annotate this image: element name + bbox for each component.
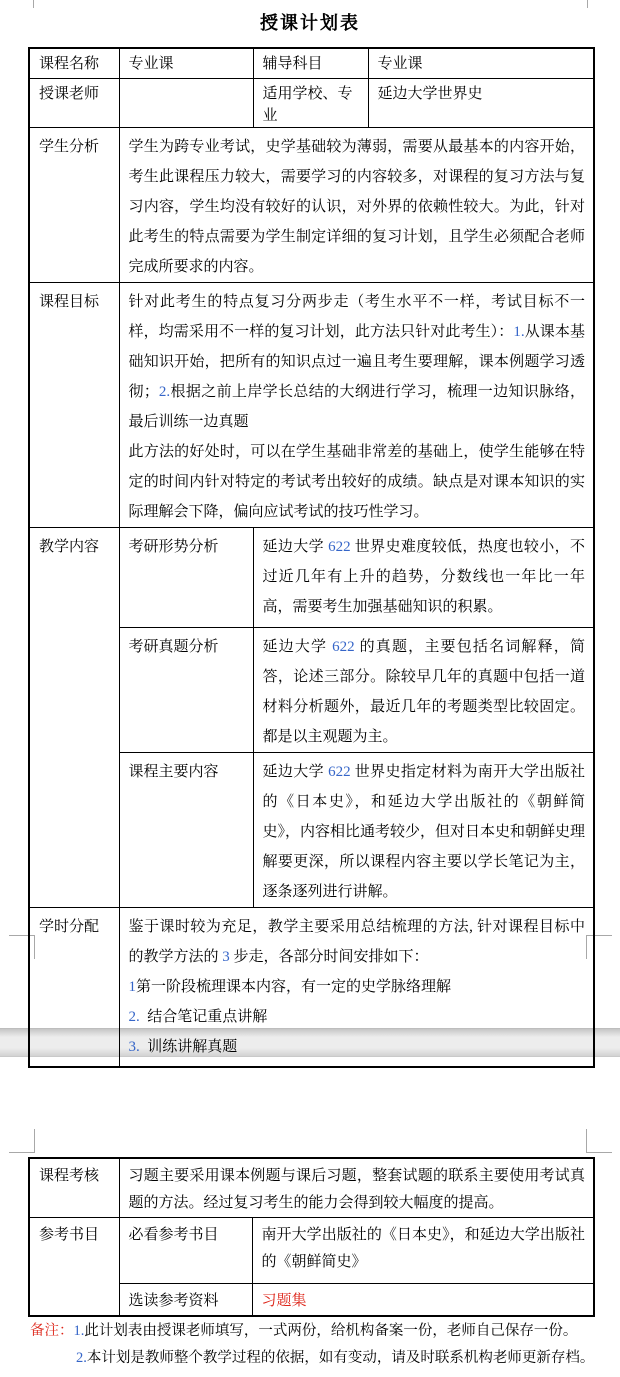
cell-required-refs-label: 必看参考书目 — [119, 1218, 252, 1284]
teaching-plan-table — [28, 47, 595, 1068]
table-row — [29, 527, 594, 627]
cell-assessment-label: 课程考核 — [29, 1158, 119, 1218]
cell-optional-refs-text: 习题集 — [252, 1284, 594, 1317]
note-line-1: 备注：1.此计划表由授课老师填写，一式两份，给机构备案一份，老师自己保存一份。 — [30, 1323, 578, 1339]
cell-exam-situation-label: 考研形势分析 — [119, 527, 253, 627]
hours-item-1: 1第一阶段梳理课本内容，有一定的史学脉络理解 — [128, 978, 452, 995]
notes-block — [30, 1318, 608, 1372]
cell-teacher-value — [119, 78, 253, 127]
cell-hours-label: 学时分配 — [29, 907, 119, 1067]
page1-top-right-margin-mark — [587, 0, 588, 8]
cell-course-goal-text — [119, 282, 594, 527]
page-title: 授课计划表 — [260, 13, 360, 33]
course-goal-paragraph-2: 此方法的好处时，可以在学生基础非常差的基础上，使学生能够在特定的时间内针对特定的考试考出较好的成绩。缺点是对课本知识的实际理解会下降，偏向应试考试的技巧性学习。 — [128, 443, 585, 520]
table-row — [29, 282, 594, 527]
table-row — [29, 1218, 594, 1284]
table-row — [29, 78, 594, 127]
teaching-plan-table-continued — [28, 1157, 595, 1317]
cell-main-content-text: 延边大学 622 世界史指定材料为南开大学出版社的《日本史》，和延边大学出版社的《朝鲜简史》，内容相比通考较少，但对日本史和朝鲜史理解要更深，所以课程内容主要以学长笔记为主，逐条逐列进行讲解。 — [253, 752, 594, 907]
cell-course-name-label: 课程名称 — [29, 48, 119, 78]
cell-past-papers-text: 延边大学 622 的真题，主要包括名词解释，简答，论述三部分。除较早几年的真题中包括一道材料分析题外，最近几年的考题类型比较固定。都是以主观题为主。 — [253, 627, 594, 752]
cell-hours-text — [119, 907, 594, 1067]
cell-teaching-content-label: 教学内容 — [29, 527, 119, 907]
cell-school-value: 延边大学世界史 — [368, 78, 594, 127]
cell-references-label: 参考书目 — [29, 1218, 119, 1317]
cell-assessment-text: 习题主要采用课本例题与课后习题，整套试题的联系主要使用考试真题的方法。经过复习考生的能力会得到较大幅度的提高。 — [119, 1158, 594, 1218]
cell-student-analysis-label: 学生分析 — [29, 127, 119, 282]
table-row — [29, 127, 594, 282]
cell-teacher-label: 授课老师 — [29, 78, 119, 127]
cell-course-name-value: 专业课 — [119, 48, 253, 78]
table-row — [29, 907, 594, 1067]
page2-top-left-margin-mark — [9, 1129, 35, 1153]
cell-main-content-label: 课程主要内容 — [119, 752, 253, 907]
cell-past-papers-label: 考研真题分析 — [119, 627, 253, 752]
page2-top-right-margin-mark — [586, 1129, 612, 1153]
table-row — [29, 1158, 594, 1218]
hours-intro: 鉴于课时较为充足，教学主要采用总结梳理的方法, 针对课程目标中的教学方法的 3 步走，各部分时间安排如下： — [128, 918, 585, 965]
cell-required-refs-text: 南开大学出版社的《日本史》，和延边大学出版社的《朝鲜简史》 — [252, 1218, 594, 1284]
cell-school-label: 适用学校、专业 — [253, 78, 368, 127]
cell-subject-value: 专业课 — [368, 48, 594, 78]
course-goal-paragraph-1: 针对此考生的特点复习分两步走（考生水平不一样，考试目标不一样，均需采用不一样的复习计划，此方法只针对此考生）：1.从课本基础知识开始，把所有的知识点过一遍且考生要理解，课本例题学习透彻；2.根据之前上岸学长总结的大纲进行学习，梳理一边知识脉络，最后训练一边真题 — [128, 293, 585, 430]
cell-exam-situation-text: 延边大学 622 世界史难度较低，热度也较小，不过近几年有上升的趋势，分数线也一年比一年高，需要考生加强基础知识的积累。 — [253, 527, 594, 627]
cell-optional-refs-label: 选读参考资料 — [119, 1284, 252, 1317]
page1-top-left-margin-mark — [33, 0, 34, 8]
table-row — [29, 48, 594, 78]
hours-item-2: 2. 结合笔记重点讲解 — [128, 1008, 268, 1025]
note-line-2: 2.本计划是教师整个教学过程的依据，如有变动，请及时联系机构老师更新存档。 — [76, 1350, 595, 1366]
hours-item-3: 3. 训练讲解真题 — [128, 1038, 238, 1055]
cell-course-goal-label: 课程目标 — [29, 282, 119, 527]
cell-student-analysis-text: 学生为跨专业考试，史学基础较为薄弱，需要从最基本的内容开始，考生此课程压力较大，需要学习的内容较多，对课程的复习方法与复习内容，学生均没有较好的认识，对外界的依赖性较大。为此，针对此考生的特点需要为学生制定详细的复习计划，且学生必须配合老师完成所要求的内容。 — [119, 127, 594, 282]
cell-subject-label: 辅导科目 — [253, 48, 368, 78]
